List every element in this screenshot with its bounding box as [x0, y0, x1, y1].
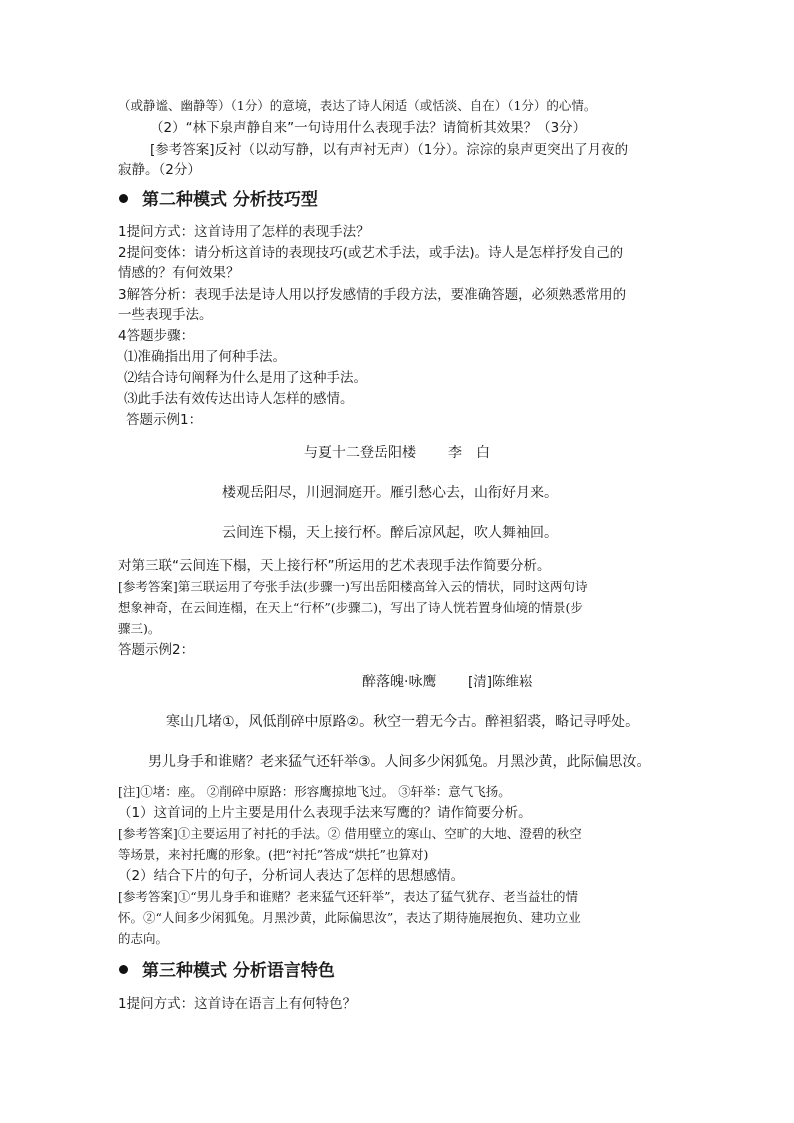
question-poem-2-a: （1）这首词的上片主要是用什么表现手法来写鹰的？请作简要分析。 — [118, 805, 532, 821]
answer-poem-2-a-line1: [参考答案]①主要运用了衬托的手法。② 借用壁立的寒山、空旷的大地、澄碧的秋空 — [118, 826, 582, 841]
ask-variant-line2: 情感的？有何效果？ — [118, 265, 240, 281]
poem-1-author: 李 白 — [448, 445, 490, 461]
poem-2-note: [注]①堵：座。 ②削碎中原路：形容鹰掠地飞过。 ③轩举：意气飞扬。 — [118, 784, 511, 799]
steps-label: 4答题步骤： — [118, 328, 195, 344]
question-2: （2）“林下泉声静自来”一句诗用什么表现手法？请简析其效果？（3分） — [150, 120, 587, 136]
answer-poem-2-a-line2: 等场景，来衬托鹰的形象。(把“衬托”答成“烘托”也算对) — [118, 847, 429, 862]
step-3: ⑶此手法有效传达出诗人怎样的感情。 — [124, 391, 354, 407]
step-1: ⑴准确指出用了何种手法。 — [124, 349, 286, 365]
section-3-heading: 第三种模式 分析语言特色 — [119, 960, 335, 982]
step-2: ⑵结合诗句阐释为什么是用了这种手法。 — [124, 370, 367, 386]
section-3-ask-method: 1提问方式：这首诗在语言上有何特色？ — [118, 996, 357, 1012]
question-poem-2-b: （2）结合下片的句子，分析词人表达了怎样的思想感情。 — [118, 868, 465, 884]
bullet-icon — [119, 965, 128, 974]
example-1-label: 答题示例1： — [126, 412, 203, 428]
answer-poem-2-b-line1: [参考答案]①“男儿身手和谁赌？老来猛气还轩举”，表达了猛气犹存、老当益壮的情 — [118, 889, 579, 904]
example-2-label: 答题示例2： — [118, 642, 195, 658]
poem-2-line2: 男儿身手和谁赌？老来猛气还轩举③。人间多少闲狐兔。月黑沙黄，此际偏思汝。 — [148, 754, 651, 770]
analysis-line2: 一些表现手法。 — [118, 307, 213, 323]
question-poem-1: 对第三联“云间连下榻，天上接行杯”所运用的艺术表现手法作简要分析。 — [118, 558, 551, 574]
answer-poem-2-b-line3: 的志向。 — [118, 931, 169, 946]
poem-1-title: 与夏十二登岳阳楼 — [304, 445, 416, 461]
answer-2-line2: 寂静。（2分） — [118, 162, 201, 178]
answer-2-line1: [参考答案]反衬（以动写静，以有声衬无声）（1分）。淙淙的泉声更突出了月夜的 — [150, 142, 629, 158]
answer-poem-1-line3: 骤三)。 — [118, 621, 161, 636]
poem-2-title: 醉落魄·咏鹰 — [362, 674, 437, 690]
section-2-heading: 第二种模式 分析技巧型 — [119, 189, 318, 211]
answer-poem-1-line2: 想象神奇，在云间连榻，在天上“行杯”(步骤二)，写出了诗人恍若置身仙境的情景(步 — [118, 600, 583, 615]
bullet-icon — [119, 194, 128, 203]
analysis-line1: 3解答分析：表现手法是诗人用以抒发感情的手段方法，要准确答题，必须熟悉常用的 — [118, 287, 627, 303]
poem-1-line2: 云间连下榻，天上接行杯。醉后凉风起，吹人舞袖回。 — [222, 525, 558, 541]
ask-variant-line1: 2提问变体：请分析这首诗的表现技巧(或艺术手法，或手法)。诗人是怎样抒发自己的 — [118, 245, 624, 261]
answer-poem-2-b-line2: 怀。②“人间多少闲狐兔。月黑沙黄，此际偏思汝”，表达了期待施展抱负、建功立业 — [118, 910, 581, 925]
intro-line: （或静谧、幽静等）（1分）的意境，表达了诗人闲适（或恬淡、自在）（1分）的心情。 — [118, 98, 597, 113]
poem-1-line1: 楼观岳阳尽，川迥洞庭开。雁引愁心去，山衔好月来。 — [222, 485, 558, 501]
poem-2-author: [清]陈维崧 — [468, 674, 533, 690]
poem-2-line1: 寒山几堵①，风低削碎中原路②。秋空一碧无今古。醉袒貂裘，略记寻呼处。 — [166, 714, 640, 730]
answer-poem-1-line1: [参考答案]第三联运用了夸张手法(步骤一)写出岳阳楼高耸入云的情状，同时这两句诗 — [118, 579, 588, 594]
ask-method: 1提问方式：这首诗用了怎样的表现手法？ — [118, 224, 370, 240]
